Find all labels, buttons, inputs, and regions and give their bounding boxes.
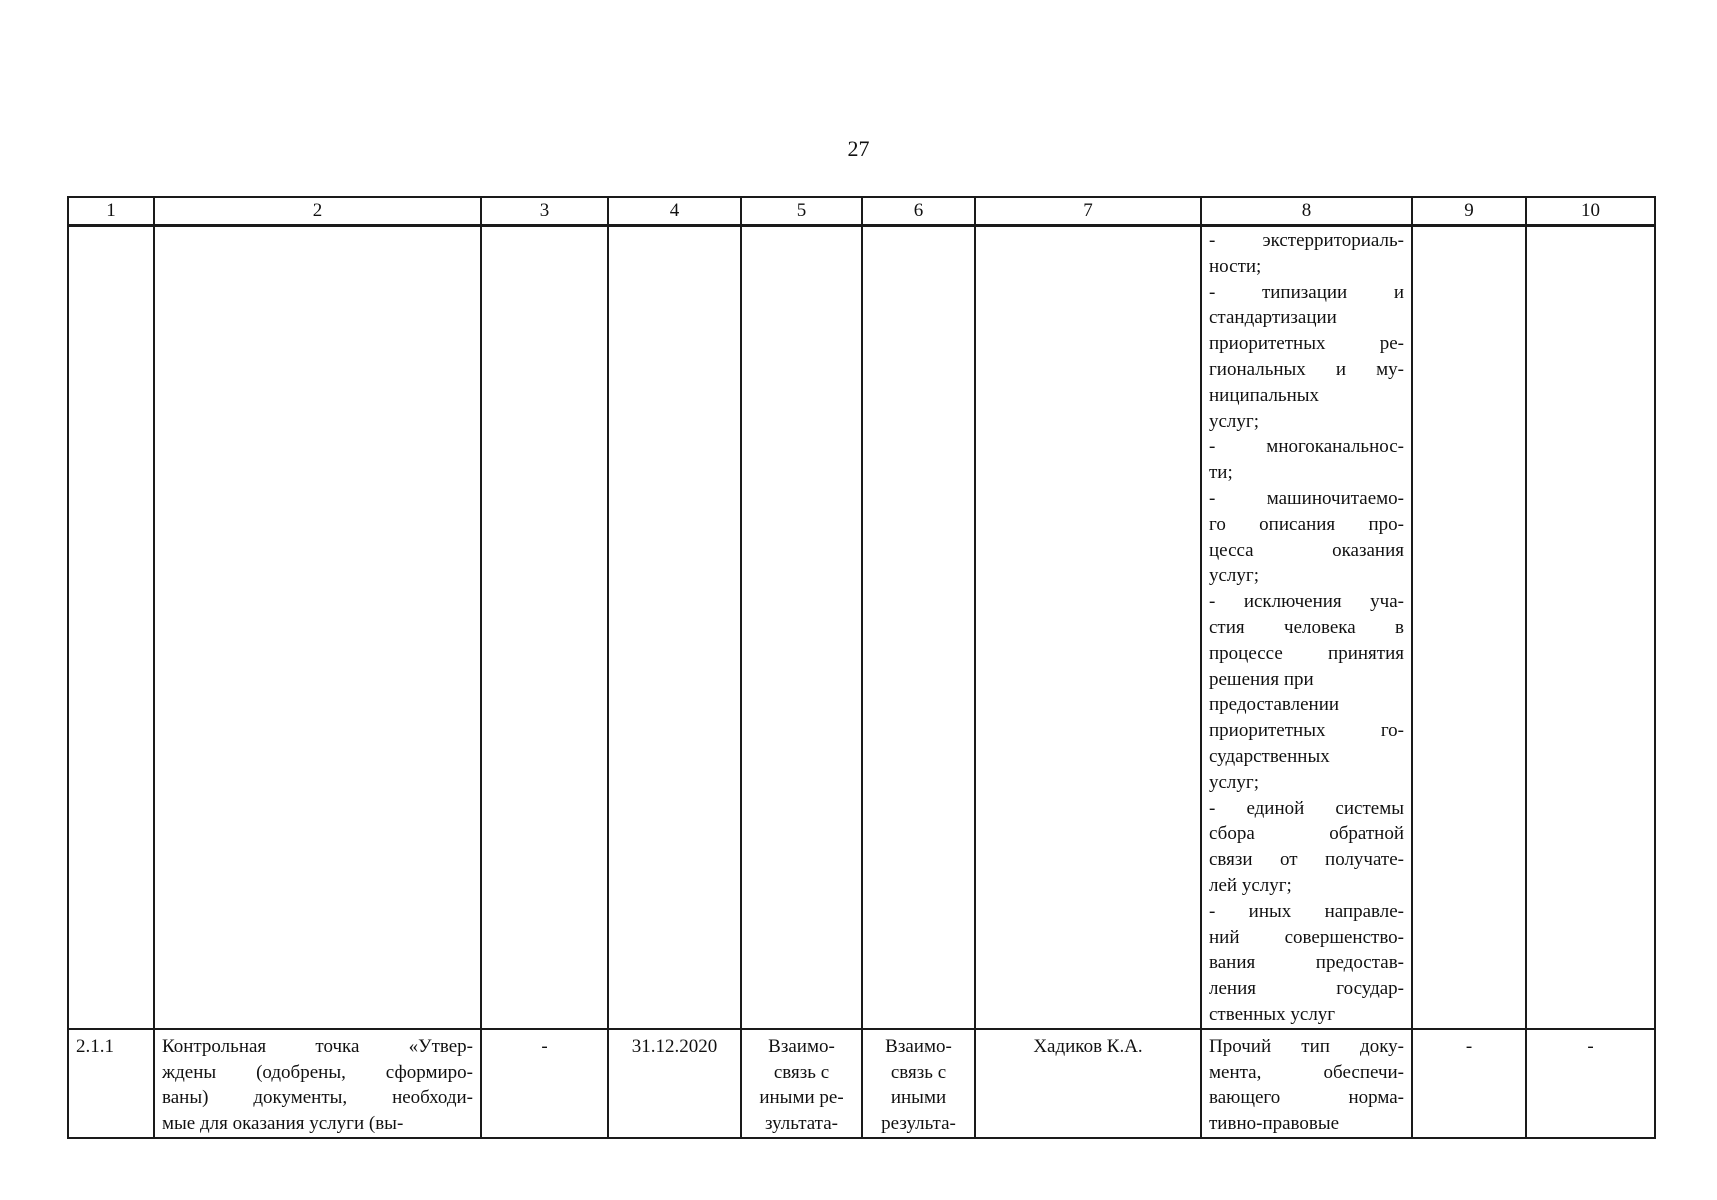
cell-text-line: - многоканальнос- — [1209, 436, 1404, 458]
cell-text-line: услуг; — [1209, 771, 1259, 793]
goal-list-text — [1209, 228, 1404, 1028]
cell-text-line: - экстерриториаль- — [1209, 230, 1404, 251]
cell-text-line: Взаимо- — [885, 1035, 952, 1057]
column-header-1: 1 — [68, 197, 154, 226]
continuation-cell-9 — [1412, 226, 1526, 1029]
cell-text-line: иными ре- — [759, 1087, 844, 1109]
cell-text-line: ний совершенство- — [1209, 926, 1404, 948]
cell-text-line: - типизации и — [1209, 281, 1404, 303]
cell-text-line: го описания про- — [1209, 513, 1404, 535]
cell-text-line: иными — [890, 1087, 947, 1109]
column-header-4: 4 — [608, 197, 741, 226]
cell-text-line: ждены (одобрены, сформиро- — [162, 1061, 473, 1083]
cell-text-line: стандартизации — [1209, 307, 1337, 329]
page-number: 27 — [847, 136, 870, 161]
document-type-cell — [1201, 1029, 1412, 1138]
column-header-6: 6 — [862, 197, 975, 226]
column-header-3: 3 — [481, 197, 608, 226]
cell-text-line: ниципальных — [1209, 384, 1320, 406]
cell-text-line: мента, обеспечи- — [1209, 1061, 1404, 1083]
col6-text — [870, 1034, 967, 1137]
cell-text-line: ваны) документы, необходи- — [162, 1087, 473, 1109]
cell-text-line: услуг; — [1209, 565, 1259, 587]
cell-text-line: сбора обратной — [1209, 823, 1404, 845]
column-header-7: 7 — [975, 197, 1201, 226]
cell-text-line: связи от получате- — [1209, 849, 1404, 871]
continuation-cell-3 — [481, 226, 608, 1029]
continuation-cell-2 — [154, 226, 481, 1029]
responsible-person-cell: Хадиков К.А. — [975, 1029, 1201, 1138]
column-header-9: 9 — [1412, 197, 1526, 226]
cell-text-line: тивно-правовые — [1209, 1113, 1340, 1135]
control-point-cell — [154, 1029, 481, 1138]
cell-text-line: Контрольная точка «Утвер- — [162, 1035, 473, 1057]
col3-cell: - — [481, 1029, 608, 1138]
continuation-cell-10 — [1526, 226, 1655, 1029]
cell-text-line: сударственных — [1209, 745, 1330, 767]
cell-text-line: услуг; — [1209, 410, 1259, 432]
continuation-cell-6 — [862, 226, 975, 1029]
cell-text-line: процессе принятия — [1209, 642, 1404, 664]
cell-text-line: зультата- — [765, 1113, 838, 1135]
cell-text-line: гиональных и му- — [1209, 358, 1404, 380]
continuation-cell-7 — [975, 226, 1201, 1029]
cell-text-line: ности; — [1209, 255, 1262, 277]
col6-cell — [862, 1029, 975, 1138]
row-number-cell: 2.1.1 — [68, 1029, 154, 1138]
cell-text-line: приоритетных ре- — [1209, 333, 1404, 355]
column-number-header-row — [68, 197, 1655, 226]
deadline-cell: 31.12.2020 — [608, 1029, 741, 1138]
cell-text-line: - исключения уча- — [1209, 591, 1404, 613]
plan-table — [67, 196, 1656, 1139]
cell-text-line: вания предостав- — [1209, 952, 1404, 974]
cell-text-line: вающего норма- — [1209, 1087, 1404, 1109]
column-header-5: 5 — [741, 197, 862, 226]
cell-text-line: - иных направле- — [1209, 900, 1404, 922]
cell-text-line: Взаимо- — [768, 1035, 835, 1057]
continuation-cell-4 — [608, 226, 741, 1029]
continuation-cell-5 — [741, 226, 862, 1029]
column-header-2: 2 — [154, 197, 481, 226]
table-row-2-1-1 — [68, 1029, 1655, 1138]
cell-text-line: связь с — [773, 1061, 830, 1083]
col10-cell: - — [1526, 1029, 1655, 1138]
cell-text-line: стия человека в — [1209, 616, 1404, 638]
col5-text — [749, 1034, 854, 1137]
cell-text-line: ственных услуг — [1209, 1003, 1336, 1025]
cell-text-line: - машиночитаемо- — [1209, 487, 1404, 509]
column-header-10: 10 — [1526, 197, 1655, 226]
cell-text-line: ти; — [1209, 462, 1233, 484]
cell-text-line: цесса оказания — [1209, 539, 1404, 561]
cell-text-line: Прочий тип доку- — [1209, 1035, 1404, 1057]
cell-text-line: решения при — [1209, 668, 1314, 690]
cell-text-line: связь с — [890, 1061, 947, 1083]
control-point-text — [162, 1034, 473, 1137]
cell-text-line: мые для оказания услуги (вы- — [162, 1113, 404, 1135]
cell-text-line: лей услуг; — [1209, 874, 1292, 896]
document-type-text — [1209, 1034, 1404, 1137]
cell-text-line: приоритетных го- — [1209, 720, 1404, 742]
cell-text-line: результа- — [881, 1113, 956, 1135]
col9-cell: - — [1412, 1029, 1526, 1138]
continuation-cell-1 — [68, 226, 154, 1029]
continuation-row — [68, 226, 1655, 1029]
cell-text-line: предоставлении — [1209, 694, 1340, 716]
continuation-cell-8-goal-list — [1201, 226, 1412, 1029]
column-header-8: 8 — [1201, 197, 1412, 226]
col5-cell — [741, 1029, 862, 1138]
cell-text-line: ления государ- — [1209, 978, 1404, 1000]
cell-text-line: - единой системы — [1209, 797, 1404, 819]
